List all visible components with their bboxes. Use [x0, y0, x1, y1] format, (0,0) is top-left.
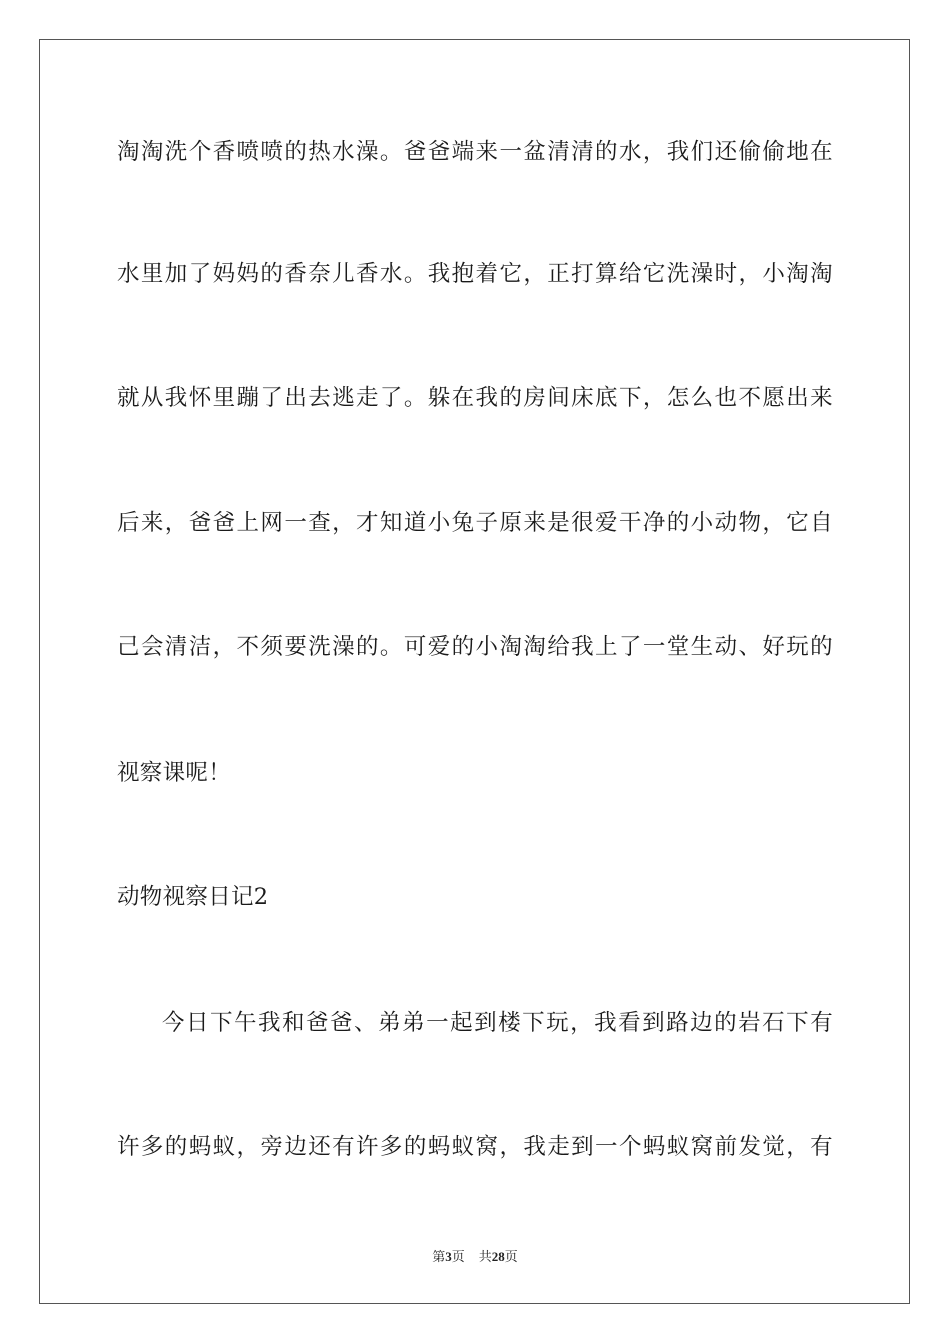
total-pages: 28: [491, 1249, 505, 1264]
section-heading: 动物视察日记2: [117, 884, 269, 910]
page-number: 3: [445, 1249, 452, 1264]
page-prefix: 第: [432, 1249, 446, 1264]
body-line-4: 后来，爸爸上网一查，才知道小兔子原来是很爱干净的小动物，它自: [117, 510, 833, 536]
body-line-5: 己会清洁，不须要洗澡的。可爱的小淘淘给我上了一堂生动、好玩的: [117, 634, 833, 660]
body-line-2: 水里加了妈妈的香奈儿香水。我抱着它，正打算给它洗澡时，小淘淘: [117, 261, 833, 287]
page-suffix: 页: [451, 1249, 465, 1264]
body-line-1: 淘淘洗个香喷喷的热水澡。爸爸端来一盆清清的水，我们还偷偷地在: [117, 139, 833, 165]
body-line-7: 今日下午我和爸爸、弟弟一起到楼下玩，我看到路边的岩石下有: [162, 1010, 833, 1036]
total-prefix: 共: [478, 1249, 492, 1264]
body-line-6: 视察课呢！: [117, 760, 232, 786]
body-line-3: 就从我怀里蹦了出去逃走了。躲在我的房间床底下，怎么也不愿出来: [117, 385, 833, 411]
page-frame: [39, 39, 910, 1304]
page-footer: [0, 1248, 950, 1266]
body-line-8: 许多的蚂蚁，旁边还有许多的蚂蚁窝，我走到一个蚂蚁窝前发觉，有: [117, 1134, 833, 1160]
total-suffix: 页: [504, 1249, 518, 1264]
